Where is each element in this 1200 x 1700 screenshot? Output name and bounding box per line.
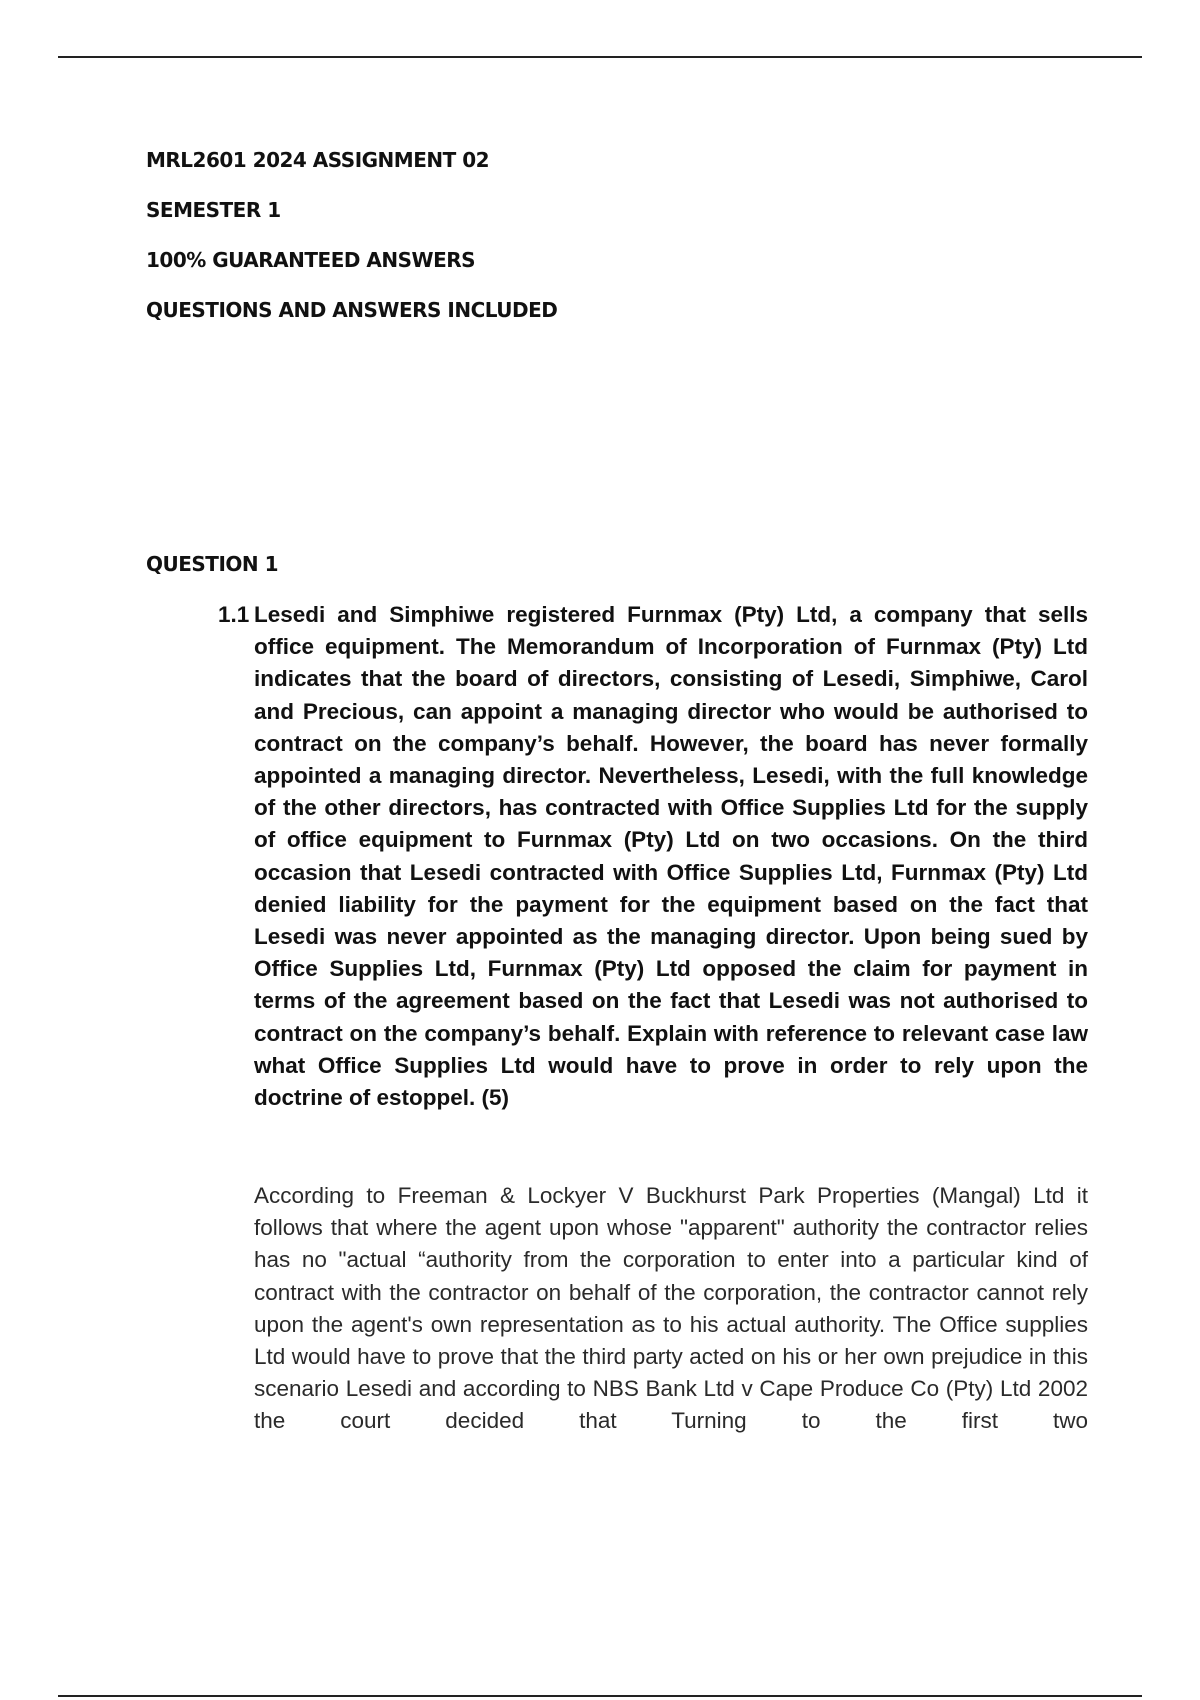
guarantee-label: 100% GUARANTEED ANSWERS <box>146 248 476 272</box>
question-text: Lesedi and Simphiwe registered Furnmax (Pty) Ltd, a company that sells office equipment. The Memorandum of Incorporation of Furnmax (Pty) Ltd indicates that the board of directors, consisting of Lesedi, Simphiwe, Carol and Precious, can appoint a managing director who would be authorised to contract on the company’s behalf. However, the board has never formally appointed a managing director. Nevertheless, Lesedi, with the full knowledge of the other directors, has contracted with Office Supplies Ltd for the supply of office equipment to Furnmax (Pty) Ltd on two occasions. On the third occasion that Lesedi contracted with Office Supplies Ltd, Furnmax (Pty) Ltd denied liability for the payment for the equipment based on the fact that Lesedi was never appointed as the managing director. Upon being sued by Office Supplies Ltd, Furnmax (Pty) Ltd opposed the claim for payment in terms of the agreement based on the fact that Lesedi was not authorised to contract on the company’s behalf. Explain with reference to relevant case law what Office Supplies Ltd would have to prove in order to rely upon the doctrine of estoppel. (5) <box>254 602 1088 1111</box>
question-heading: QUESTION 1 <box>146 552 279 576</box>
assignment-title: MRL2601 2024 ASSIGNMENT 02 <box>146 148 490 172</box>
included-label: QUESTIONS AND ANSWERS INCLUDED <box>146 298 558 322</box>
bottom-rule <box>58 1695 1142 1697</box>
question-item <box>218 599 1088 1114</box>
question-number: 1.1 <box>218 602 250 627</box>
semester-label: SEMESTER 1 <box>146 198 281 222</box>
answer-text: According to Freeman & Lockyer V Buckhurst Park Properties (Mangal) Ltd it follows that where the agent upon whose "apparent" authority the contractor relies has no "actual “authority from the corporation to enter into a particular kind of contract with the contractor on behalf of the corporation, the contractor cannot rely upon the agent's own representation as to his actual authority. The Office supplies Ltd would have to prove that the third party acted on his or her own prejudice in this scenario Lesedi and according to NBS Bank Ltd v Cape Produce Co (Pty) Ltd 2002 the court decided that Turning to the first two <box>254 1183 1088 1434</box>
top-rule <box>58 56 1142 58</box>
